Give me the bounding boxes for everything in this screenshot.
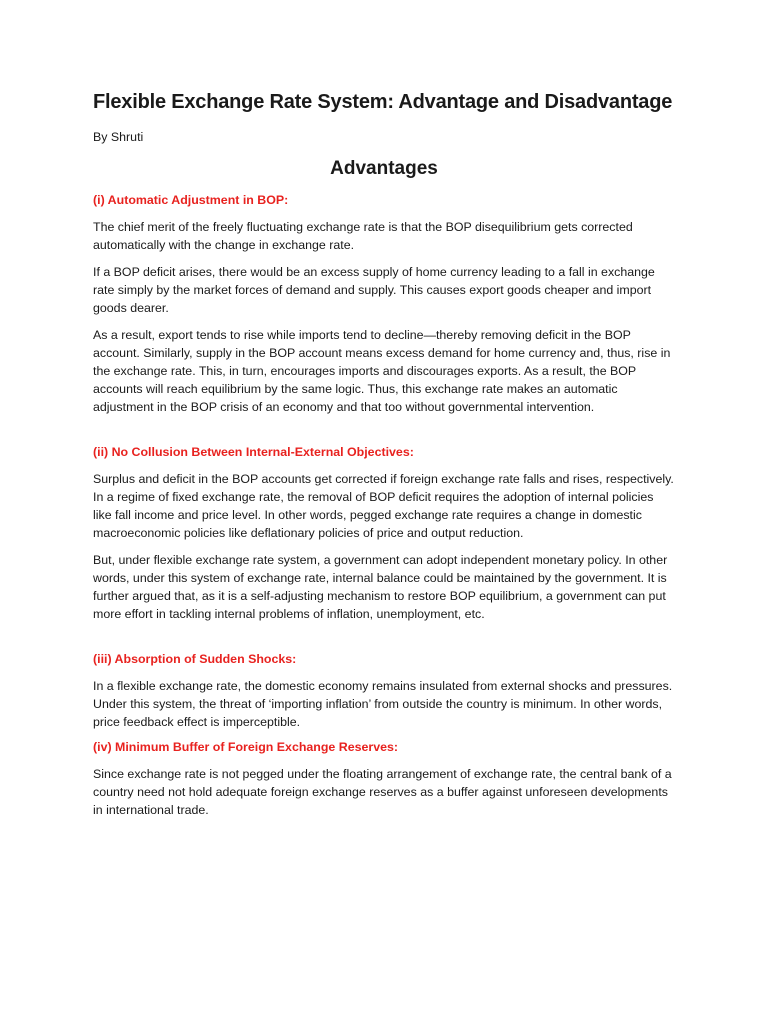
paragraph: As a result, export tends to rise while imports tend to decline—thereby removing deficit in the BOP account. Similarly, supply in the BOP account means excess demand for home currency and, thus, rise in the exchange rate. This, in turn, encourages imports and discourages exports. As a result, the BOP accounts will reach equilibrium by the same logic. Thus, this exchange rate makes an automatic adjustment in the BOP crisis of an economy and that too without governmental intervention.	[93, 328, 671, 414]
paragraph: If a BOP deficit arises, there would be an excess supply of home currency leading to a fall in exchange rate simply by the market forces of demand and supply. This causes export goods cheaper and import goods dearer.	[93, 265, 655, 315]
section-sudden-shocks	[93, 651, 675, 731]
subheading-sudden-shocks: (iii) Absorption of Sudden Shocks:	[93, 652, 297, 666]
document-title: Flexible Exchange Rate System: Advantage and Disadvantage	[93, 91, 673, 113]
paragraph: Since exchange rate is not pegged under the floating arrangement of exchange rate, the central bank of a country need not hold adequate foreign exchange reserves as a buffer against unforeseen developments in international trade.	[93, 767, 672, 817]
paragraph: But, under flexible exchange rate system, a government can adopt independent monetary policy. In other words, under this system of exchange rate, internal balance could be maintained by the government. It is further argued that, as it is a self-adjusting mechanism to restore BOP equilibrium, a government can put more effort in tackling internal problems of inflation, unemployment, etc.	[93, 553, 668, 621]
paragraph: The chief merit of the freely fluctuating exchange rate is that the BOP disequilibrium gets corrected automatically with the change in exchange rate.	[93, 220, 633, 252]
paragraph: In a flexible exchange rate, the domestic economy remains insulated from external shocks and pressures. Under this system, the threat of ‘importing inflation’ from outside the country is minimum. In other words, price feedback effect is imperceptible.	[93, 679, 673, 729]
section-heading-advantages: Advantages	[330, 158, 438, 179]
subheading-minimum-buffer: (iv) Minimum Buffer of Foreign Exchange Reserves:	[93, 740, 399, 754]
document-page	[93, 88, 675, 819]
author-byline: By Shruti	[93, 130, 144, 144]
subheading-automatic-adjustment: (i) Automatic Adjustment in BOP:	[93, 193, 289, 207]
section-no-collusion	[93, 444, 675, 623]
section-automatic-adjustment	[93, 192, 675, 416]
subheading-no-collusion: (ii) No Collusion Between Internal-External Objectives:	[93, 445, 414, 459]
paragraph: Surplus and deficit in the BOP accounts get corrected if foreign exchange rate falls and rises, respectively. In a regime of fixed exchange rate, the removal of BOP deficit requires the adoption of internal policies like fall income and price level. In other words, pegged exchange rate requires a change in domestic macroeconomic policies like deflationary policies of price and output reduction.	[93, 472, 674, 540]
section-minimum-buffer	[93, 739, 675, 819]
